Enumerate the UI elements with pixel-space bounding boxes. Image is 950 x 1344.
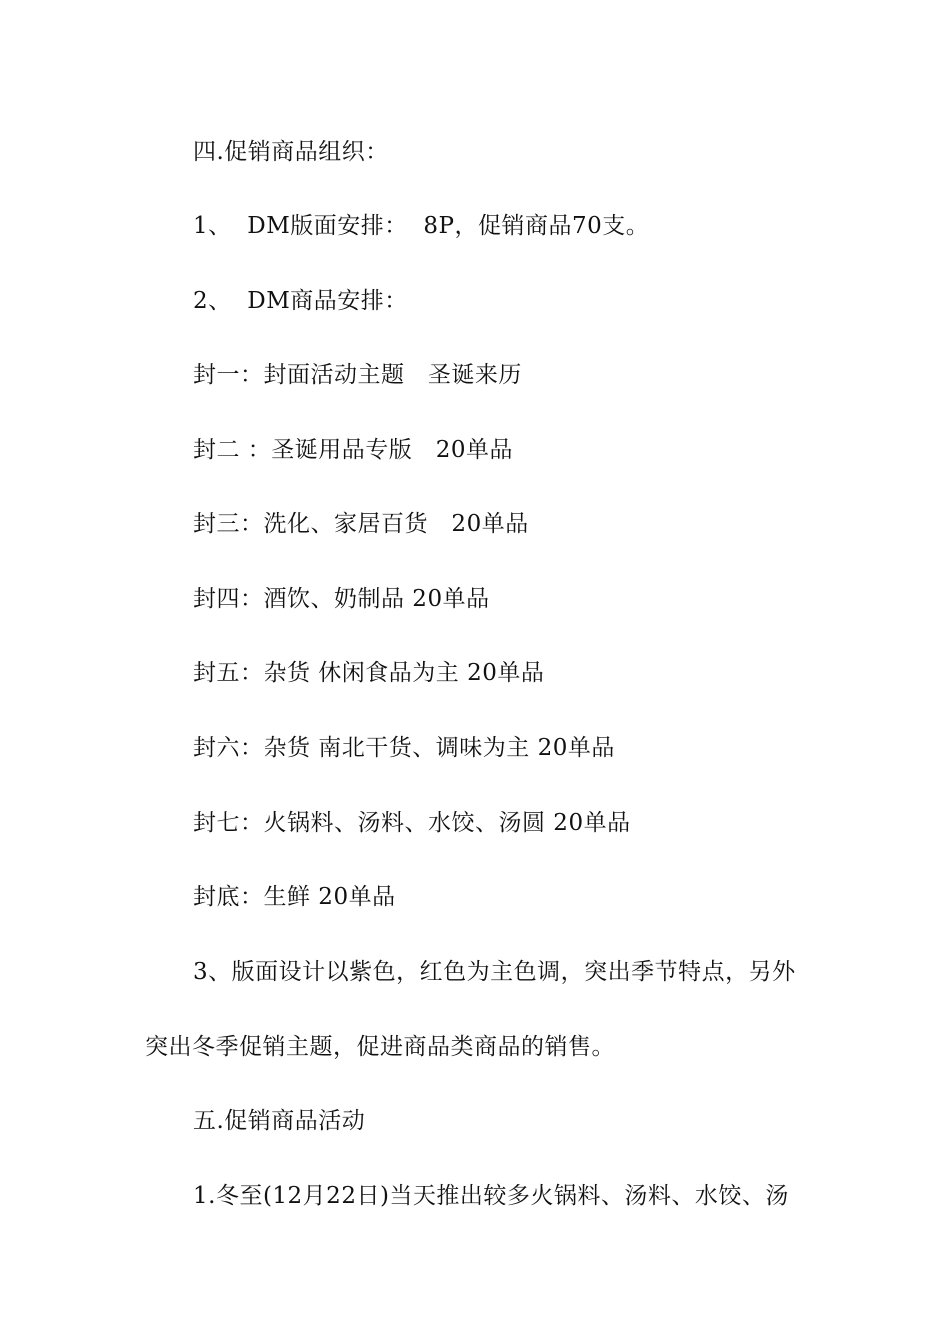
- design-paragraph-line-1: 3、版面设计以紫色，红色为主色调，突出季节特点，另外: [193, 959, 796, 985]
- cover-7-line: 封七：火锅料、汤料、水饺、汤圆 20单品: [193, 810, 631, 836]
- cover-3-line: 封三：洗化、家居百货 20单品: [193, 511, 529, 537]
- cover-1-line: 封一：封面活动主题 圣诞来历: [193, 362, 522, 388]
- cover-5-line: 封五：杂货 休闲食品为主 20单品: [193, 660, 545, 686]
- winter-solstice-line: 1.冬至(12月22日)当天推出较多火锅料、汤料、水饺、汤: [193, 1183, 789, 1209]
- section-heading-4: 四.促销商品组织：: [193, 139, 389, 165]
- section-heading-5: 五.促销商品活动: [193, 1108, 366, 1134]
- back-cover-line: 封底：生鲜 20单品: [193, 884, 396, 910]
- dm-goods-item: 2、 DM商品安排：: [193, 288, 408, 314]
- design-paragraph-line-2: 突出冬季促销主题，促进商品类商品的销售。: [145, 1034, 615, 1060]
- cover-6-line: 封六：杂货 南北干货、调味为主 20单品: [193, 735, 615, 761]
- cover-4-line: 封四：酒饮、奶制品 20单品: [193, 586, 490, 612]
- cover-2-line: 封二 ：圣诞用品专版 20单品: [193, 437, 514, 463]
- dm-layout-item: 1、 DM版面安排： 8P，促销商品70支。: [193, 213, 650, 239]
